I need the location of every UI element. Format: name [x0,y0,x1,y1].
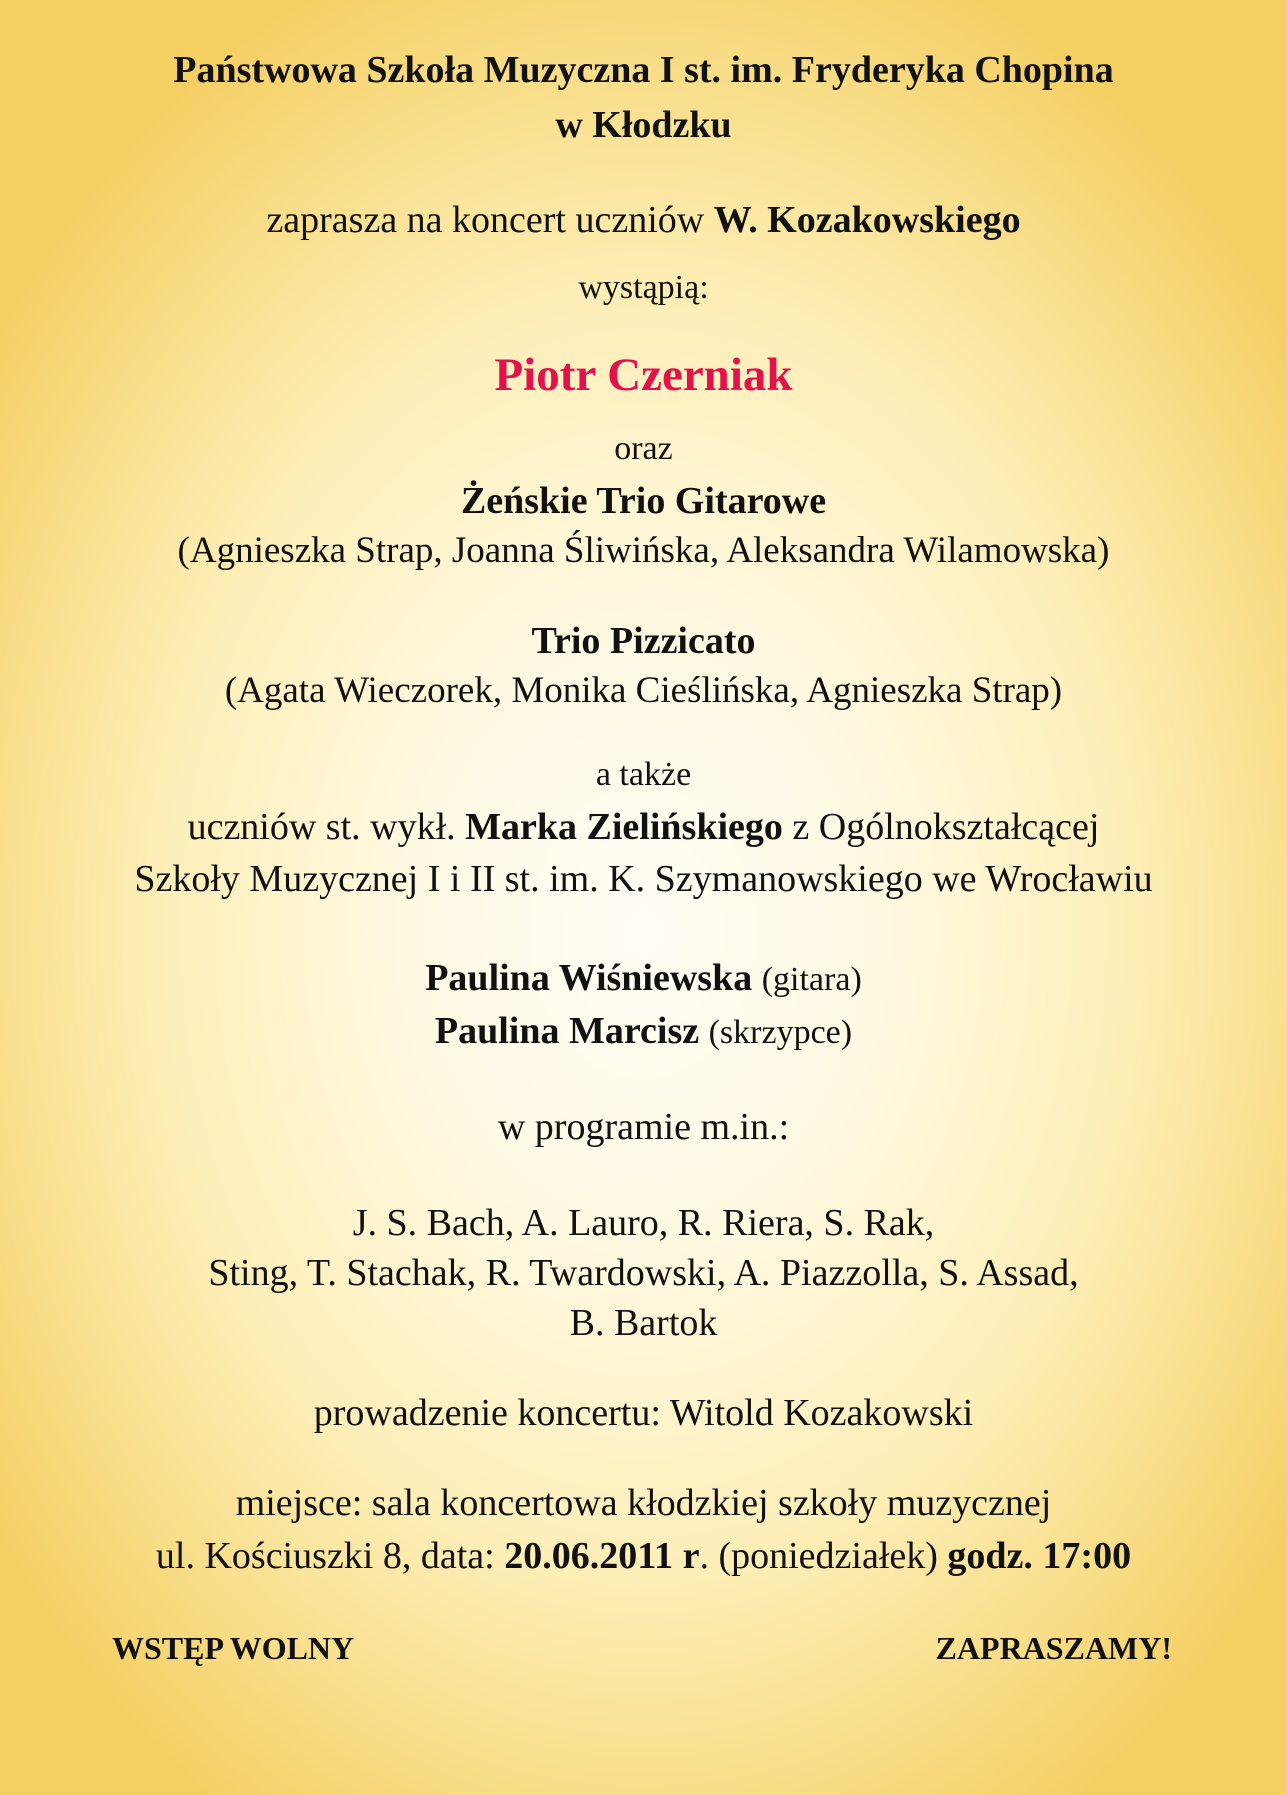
invitation-teacher: W. Kozakowskiego [713,199,1021,241]
guests-prefix: uczniów st. wykł. [187,806,456,848]
guest-performer-instrument: (gitara) [761,961,862,998]
guests-line1 [0,808,1287,846]
composers-line: J. S. Bach, A. Lauro, R. Riera, S. Rak, [352,1202,935,1244]
concert-host: prowadzenie koncertu: Witold Kozakowski [313,1392,974,1434]
concert-date: 20.06.2011 r [504,1535,700,1577]
soloist-name: Piotr Czerniak [494,349,793,401]
guests-teacher: Marka Zielińskiego [465,806,783,848]
invitation-prefix: zaprasza na koncert uczniów [266,199,705,241]
trio1-name: Żeńskie Trio Gitarowe [460,480,827,522]
venue-address: ul. Kościuszki 8, data: [155,1535,495,1577]
also-label: a także [595,756,692,793]
venue-line: miejsce: sala koncertowa kłodzkiej szkoły muzycznej [235,1482,1052,1524]
free-entry-label: WSTĘP WOLNY [112,1630,355,1666]
school-name: Państwowa Szkoła Muzyczna I st. im. Fryderyka Chopina [173,49,1114,91]
performers-intro: wystąpią: [578,269,709,306]
date-dot: . [699,1535,709,1577]
guest-performer-instrument: (skrzypce) [708,1014,853,1051]
invitation-line [0,201,1287,239]
guest-performer-name: Paulina Wiśniewska [425,957,753,999]
composers-line: B. Bartok [569,1302,718,1344]
school-city: w Kłodzku [555,104,732,146]
oraz-label: oraz [614,430,673,467]
welcome-label: ZAPRASZAMY! [935,1630,1172,1666]
trio1-members: (Agnieszka Strap, Joanna Śliwińska, Aleksandra Wilamowska) [177,530,1110,571]
concert-weekday: (poniedziałek) [718,1535,938,1577]
guests-suffix: z Ogólnokształcącej [792,806,1100,848]
guests-line2: Szkoły Muzycznej I i II st. im. K. Szymanowskiego we Wrocławiu [134,858,1153,900]
guest-performer-2 [0,1012,1287,1050]
guest-performer-1 [0,959,1287,997]
program-intro: w programie m.in.: [497,1106,790,1148]
composers-line: Sting, T. Stachak, R. Twardowski, A. Piazzolla, S. Assad, [208,1252,1079,1294]
guest-performer-name: Paulina Marcisz [434,1010,700,1052]
concert-time: godz. 17:00 [947,1535,1132,1577]
trio2-members: (Agata Wieczorek, Monika Cieślińska, Agnieszka Strap) [224,670,1063,711]
trio2-name: Trio Pizzicato [531,620,756,662]
date-time-line [0,1537,1287,1575]
